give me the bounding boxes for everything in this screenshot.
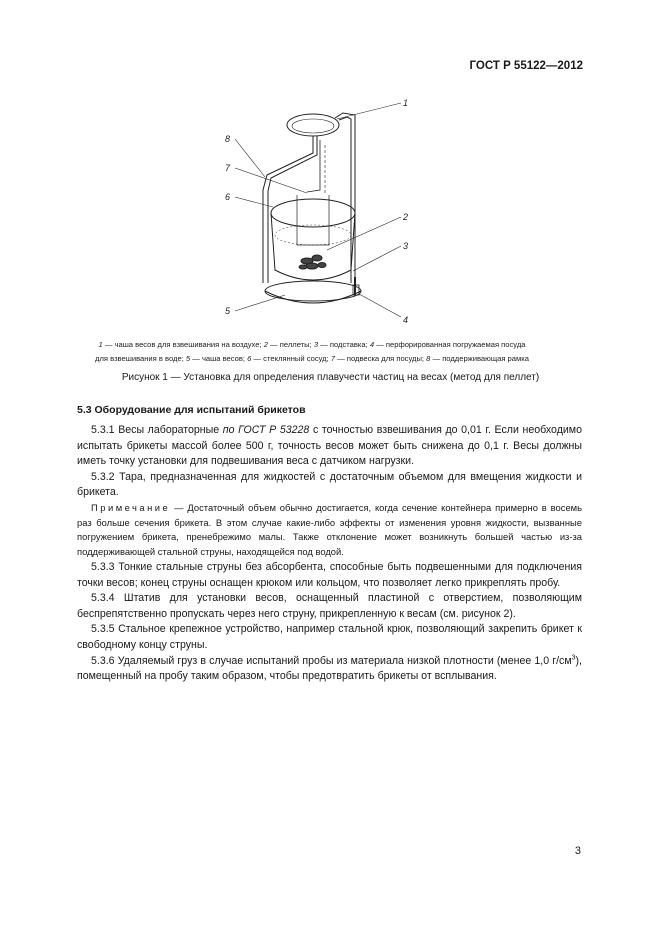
callout-3: 3 (403, 241, 409, 251)
figure-legend (52, 338, 572, 366)
callout-2: 2 (403, 212, 409, 222)
paragraph-5-3-5: 5.3.5 Стальное крепежное устройство, например стальной крюк, позволяющий закрепить брикет к свободному концу струны. (77, 623, 582, 651)
legend-num: 2 (263, 340, 268, 349)
glass-vessel (271, 199, 355, 227)
paragraph-5-3-3: 5.3.3 Тонкие стальные струны без абсорбента, способные быть подвешенными для подключения точки весов; конец струны оснащен крюком или кольцом, что позволяет легко прикреплять пробу. (77, 561, 582, 589)
legend-text: — перфорированная погружаемая посуда (374, 340, 526, 349)
legend-num: 8 (426, 354, 431, 363)
note-text: — Достаточный объем обычно достигается, когда сечение контейнера примерно в восемь раз больше сечения брикета. В этом случае какие-либо эффекты от изменения уровня жидкости, вызванные погружением брикета, пренебрежимо малы. Также отклонение может возникнуть большей частью из-за поддерживающей стальной струны, находящейся под водой. (77, 502, 582, 557)
note-block (77, 501, 582, 559)
callout-7: 7 (225, 163, 231, 173)
page-number: 3 (574, 845, 581, 857)
standard-header: ГОСТ Р 55122—2012 (469, 60, 583, 72)
bottom-pan (265, 281, 361, 301)
legend-num: 3 (313, 340, 319, 349)
callout-5: 5 (225, 306, 231, 316)
paragraph-5-3-2: 5.3.2 Тара, предназначенная для жидкостей с достаточным объемом для вмещения жидкости и брикета. (77, 470, 582, 499)
callout-8: 8 (225, 134, 231, 144)
superscript: 3 (571, 654, 576, 662)
legend-text: — стеклянный сосуд; (251, 354, 331, 363)
legend-num: 4 (369, 340, 375, 349)
paragraph-5-3-4: 5.3.4 Штатив для установки весов, оснащенный пластиной с отверстием, позволяющим беспрепятственно пропускать через него струну, прикрепленную к весам (см. рисунок 2). (77, 592, 582, 620)
paragraph-5-3-1 (77, 423, 582, 501)
figure-diagram (215, 95, 415, 330)
paragraphs-block (77, 560, 582, 685)
legend-num: 1 (98, 340, 103, 349)
p536-text: 5.3.6 Удаляемый груз в случае испытаний пробы из материала низкой плотности (менее 1,0 г/см (91, 654, 572, 667)
legend-text: для взвешивания в воде; (95, 354, 186, 363)
paragraph-5-3-6 (77, 654, 582, 685)
pellets (299, 255, 326, 269)
p531-text: 5.3.1 Весы лабораторные (91, 424, 223, 436)
legend-num: 6 (247, 354, 252, 363)
p536-text-cont: ), помещенный на пробу таким образом, чтобы предотвратить брикеты от всплывания. (77, 654, 582, 683)
legend-text: — поддерживающая рамка (430, 354, 529, 363)
p531-text-cont: с точностью взвешивания до 0,01 г. Если необходимо испытать брикеты массой более 500 г, точность весов может быть снижена до 0,1 г. Весы должны иметь точку установки для подвешивания веса с датчиком нагрузки. (77, 424, 582, 468)
callout-4: 4 (403, 315, 409, 325)
legend-text: — пеллеты; (267, 340, 314, 349)
air-pan (287, 114, 339, 136)
legend-text: — подставка; (318, 340, 370, 349)
legend-text: — чаша весов; (190, 354, 248, 363)
standard-reference: по ГОСТ Р 53228 (222, 424, 310, 436)
legend-line-2 (52, 352, 572, 366)
legend-text: — подвеска для посуды; (335, 354, 427, 363)
note-label: Примечание (91, 502, 171, 513)
callout-6: 6 (225, 192, 231, 202)
legend-line-1 (52, 338, 572, 352)
section-title: 5.3 Оборудование для испытаний брикетов (77, 404, 306, 416)
figure-caption: Рисунок 1 — Установка для определения плавучести частиц на весах (метод для пеллет) (121, 372, 540, 383)
legend-num: 5 (185, 354, 191, 363)
callout-1: 1 (403, 98, 409, 108)
legend-text: — чаша весов для взвешивания на воздухе; (102, 340, 264, 349)
legend-num: 7 (330, 354, 336, 363)
